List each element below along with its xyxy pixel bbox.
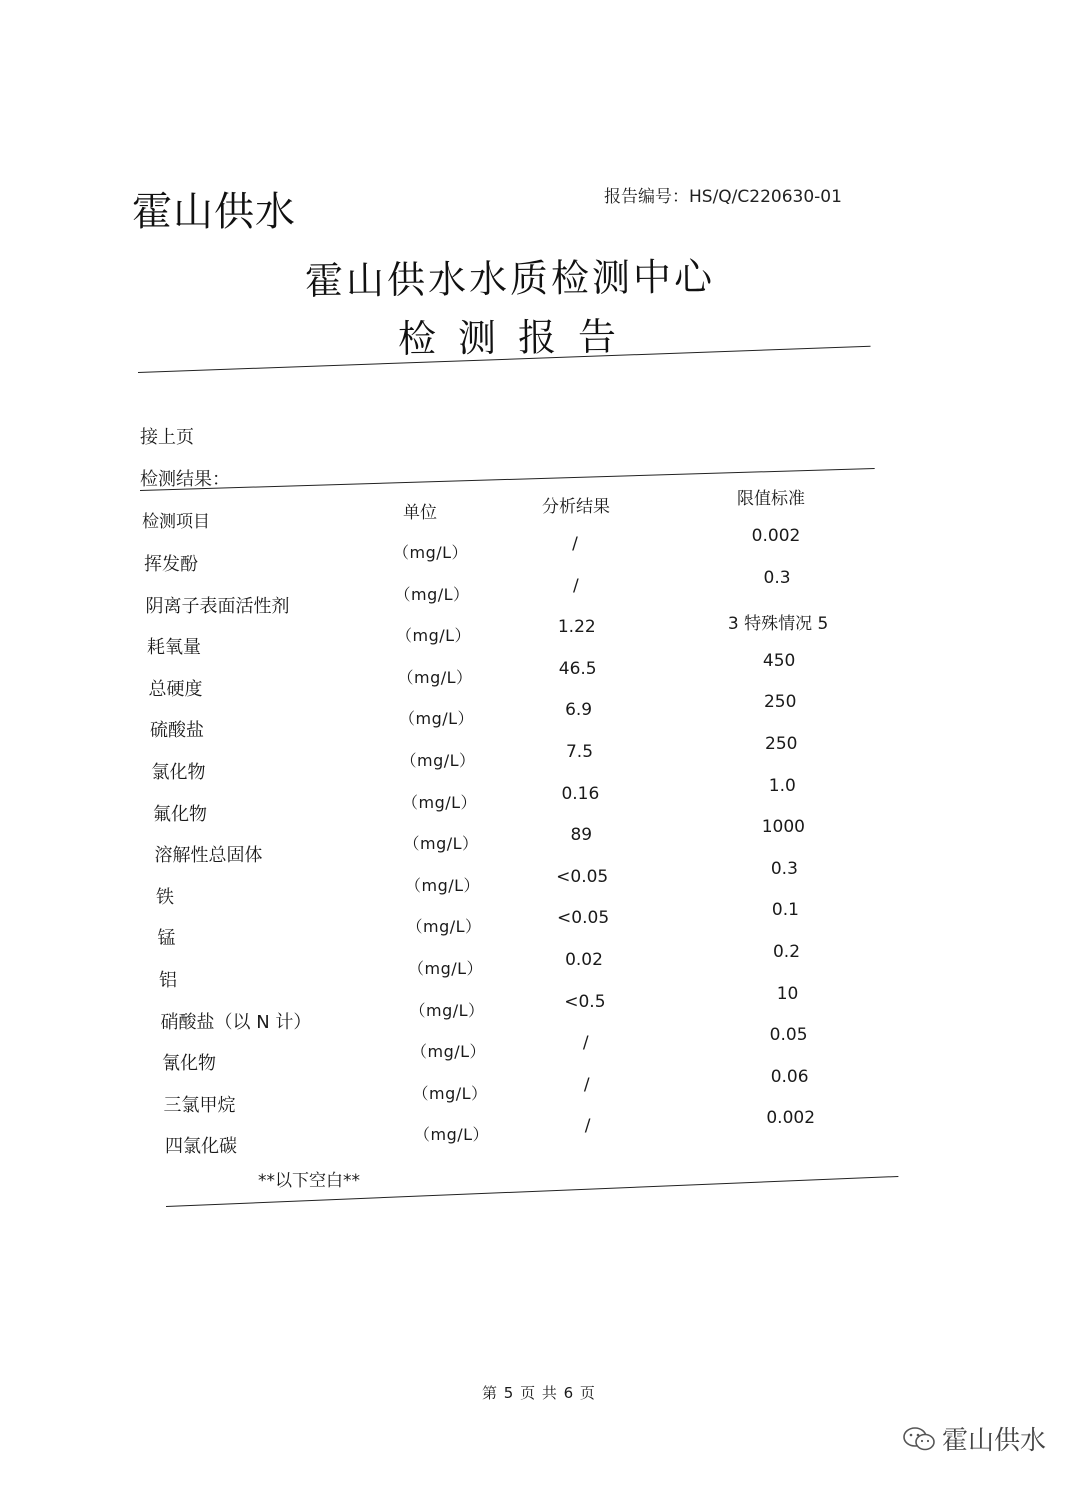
row-limit: 0.06 xyxy=(770,1066,809,1087)
row-item: 硝酸盐（以 N 计） xyxy=(160,1011,312,1033)
row-unit: （mg/L） xyxy=(393,543,469,562)
watermark-text: 霍山供水 xyxy=(942,1426,1047,1456)
row-item: 氰化物 xyxy=(162,1053,216,1075)
row-unit: （mg/L） xyxy=(402,792,478,812)
row-unit: （mg/L） xyxy=(406,917,482,937)
wechat-icon xyxy=(902,1425,938,1453)
row-result: 89 xyxy=(570,825,593,846)
column-header-item: 检测项目 xyxy=(142,512,210,532)
row-limit: 250 xyxy=(763,692,797,713)
row-limit: 0.002 xyxy=(766,1108,816,1129)
row-unit: （mg/L） xyxy=(399,709,475,729)
row-result: 46.5 xyxy=(558,658,597,679)
row-unit: （mg/L） xyxy=(405,875,481,895)
row-result: <0.5 xyxy=(564,991,606,1012)
row-limit: 1000 xyxy=(761,817,805,838)
row-limit: 450 xyxy=(762,650,796,671)
row-item: 挥发酚 xyxy=(144,554,198,575)
row-item: 阴离子表面活性剂 xyxy=(145,595,290,617)
brand-name: 霍山供水 xyxy=(132,189,296,235)
row-result: 0.16 xyxy=(561,783,600,804)
row-item: 三氯甲烷 xyxy=(163,1094,236,1116)
row-result: <0.05 xyxy=(556,866,609,887)
row-unit: （mg/L） xyxy=(400,751,476,770)
row-limit: 1.0 xyxy=(768,775,796,796)
row-item: 总硬度 xyxy=(148,678,203,700)
report-title: 检测报告 xyxy=(397,314,639,361)
row-result: / xyxy=(584,1116,591,1137)
row-unit: （mg/L） xyxy=(412,1083,488,1103)
row-item: 溶解性总固体 xyxy=(154,845,263,867)
row-unit: （mg/L） xyxy=(408,959,484,978)
row-result: / xyxy=(572,534,578,554)
row-result: / xyxy=(573,575,579,596)
row-unit: （mg/L） xyxy=(397,667,473,687)
row-result: / xyxy=(583,1074,590,1095)
column-header-result: 分析结果 xyxy=(542,497,610,517)
row-item: 铝 xyxy=(159,970,177,991)
row-unit: （mg/L） xyxy=(403,834,479,854)
row-limit: 0.2 xyxy=(772,942,801,962)
row-limit: 3 特殊情况 5 xyxy=(727,614,829,635)
center-name: 霍山供水水质检测中心 xyxy=(304,254,716,303)
report-number: 报告编号：HS/Q/C220630-01 xyxy=(604,187,842,207)
row-unit: （mg/L） xyxy=(411,1042,487,1062)
row-limit: 0.3 xyxy=(770,858,798,879)
row-item: 硫酸盐 xyxy=(150,720,204,742)
row-unit: （mg/L） xyxy=(396,626,472,646)
row-result: <0.05 xyxy=(557,908,610,929)
row-item: 铁 xyxy=(156,886,174,908)
row-item: 四氯化碳 xyxy=(165,1136,237,1158)
row-limit: 0.3 xyxy=(763,567,791,588)
row-limit: 0.002 xyxy=(751,526,801,546)
row-item: 氯化物 xyxy=(151,762,206,783)
row-limit: 10 xyxy=(776,983,799,1004)
row-result: 6.9 xyxy=(565,700,593,721)
row-item: 锰 xyxy=(157,928,176,950)
row-item: 氟化物 xyxy=(153,803,207,825)
row-result: 7.5 xyxy=(565,742,594,762)
row-unit: （mg/L） xyxy=(409,1000,485,1020)
row-unit: （mg/L） xyxy=(414,1125,490,1145)
blank-below-marker: **以下空白** xyxy=(258,1171,360,1191)
column-header-limit: 限值标准 xyxy=(737,489,805,509)
column-header-unit: 单位 xyxy=(403,503,437,523)
row-unit: （mg/L） xyxy=(394,584,470,604)
row-limit: 250 xyxy=(765,734,798,754)
row-result: 1.22 xyxy=(557,617,596,638)
row-limit: 0.1 xyxy=(771,900,799,921)
row-result: 0.02 xyxy=(565,950,603,970)
row-limit: 0.05 xyxy=(769,1025,808,1046)
row-item: 耗氧量 xyxy=(147,637,201,659)
results-label: 检测结果： xyxy=(140,469,230,490)
page-number: 第 5 页 共 6 页 xyxy=(482,1384,596,1402)
row-result: / xyxy=(582,1033,589,1054)
continued-label: 接上页 xyxy=(140,427,194,448)
